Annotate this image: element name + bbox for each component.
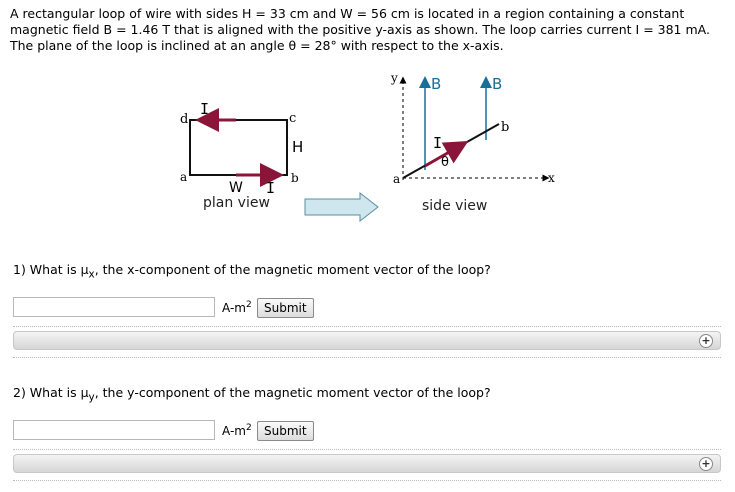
hint-bar-1[interactable] [13,331,721,350]
hint-bar-2[interactable] [13,454,721,473]
divider [13,480,721,481]
divider [13,357,721,358]
unit-1: $A-m^2$ [222,300,252,315]
side-view [390,71,555,214]
plus-icon[interactable]: + [699,457,713,471]
point-a: a [393,172,401,186]
loop-rectangle [190,120,287,175]
field-label-right: B [492,75,503,93]
mu-symbol: μ [80,385,89,400]
mu-subscript: y [88,391,95,404]
divider [13,449,721,450]
divider [13,326,721,327]
corner-a: a [180,170,188,184]
problem-statement: A rectangular loop of wire with sides H = 33 cm and W = 56 cm is located in a region containing a constant magnetic field B = 1.46 T that is aligned with the positive y-axis as shown. The loop carries current I = 381 mA. The plane of the loop is inclined at an angle θ = 28° with respect to the x-axis. [10,6,710,53]
label-i-top: I [200,100,210,118]
label-w: W [229,180,243,196]
label-i-bottom: I [266,179,276,197]
point-b: b [501,120,510,135]
answer-1-input[interactable] [13,297,215,317]
question-1-text: 1) What is $\mu_x$, the x-component of the magnetic moment vector of the loop? [13,262,491,281]
plan-view [180,100,303,211]
mu-symbol: μ [80,262,89,277]
label-h: H [292,138,304,156]
mu-subscript: x [88,268,95,281]
question-2-text: 2) What is $\mu_y$, the y-component of the magnetic moment vector of the loop? [13,385,491,404]
axis-x-label: x [548,171,555,185]
field-label-left: B [431,75,442,93]
unit-2: $A-m^2$ [222,423,252,438]
submit-1-button[interactable]: Submit [257,298,314,318]
submit-2-button[interactable]: Submit [257,421,314,441]
side-view-caption: side view [422,198,488,214]
axis-y-label: y [391,71,398,85]
corner-c: c [289,111,297,126]
label-theta: θ [441,155,449,170]
plus-icon[interactable]: + [699,334,713,348]
physics-figure [0,62,735,222]
answer-2-input[interactable] [13,420,215,440]
right-arrow-icon [305,193,378,221]
corner-d: d [180,112,189,127]
corner-b: b [291,171,299,185]
label-i-side: I [433,134,443,152]
plan-view-caption: plan view [203,195,270,211]
